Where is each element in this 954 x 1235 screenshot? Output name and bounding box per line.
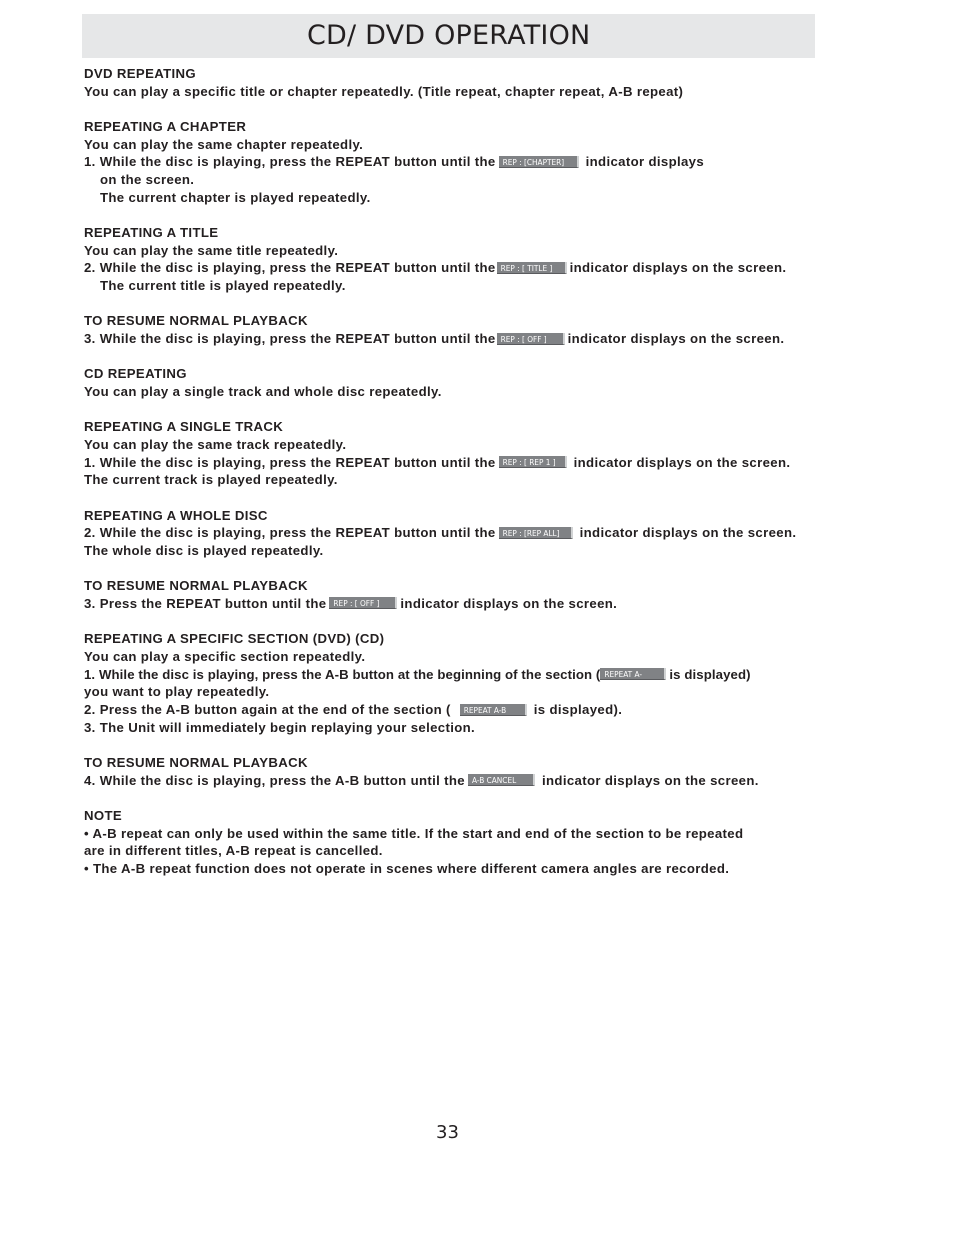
section-heading-resume-playback: TO RESUME NORMAL PLAYBACK <box>84 313 308 329</box>
section-heading-whole-disc: REPEATING A WHOLE DISC <box>84 507 268 523</box>
osd-indicator-off: REP : [ OFF ] <box>329 597 397 609</box>
step-text: 2. While the disc is playing, press the REPEAT button until the <box>84 525 496 541</box>
step-resume-playback <box>84 330 844 348</box>
spacer <box>84 560 844 578</box>
paragraph-repeat-chapter-intro: You can play the same chapter repeatedly. <box>84 136 364 152</box>
result-single-track: The current track is played repeatedly. <box>84 472 338 488</box>
paragraph-cd-repeating: You can play a single track and whole disc repeatedly. <box>84 384 442 399</box>
spacer <box>84 789 844 807</box>
step-text: 3. Press the REPEAT button until the <box>84 595 327 611</box>
step-text: 2. While the disc is playing, press the REPEAT button until the <box>84 260 496 276</box>
step-repeat-chapter-continued: on the screen. <box>100 172 195 188</box>
step-text: 3. While the disc is playing, press the REPEAT button until the <box>84 331 496 347</box>
step-text: 2. Press the A-B button again at the end of the section ( <box>84 702 451 717</box>
page-title: CD/ DVD OPERATION <box>307 20 591 51</box>
spacer <box>84 100 844 118</box>
osd-indicator-rep-all: REP : [REP ALL] <box>499 527 573 539</box>
step-text: indicator displays on the screen. <box>569 260 787 276</box>
result-repeat-chapter: The current chapter is played repeatedly. <box>100 189 371 205</box>
note-bullet: • The A-B repeat function does not operate in scenes where different camera angles are recorded. <box>84 861 730 876</box>
osd-indicator-chapter: REP : [CHAPTER] <box>499 156 579 168</box>
osd-indicator-repeat-a: REPEAT A- <box>600 668 666 680</box>
step-text: 1. While the disc is playing, press the REPEAT button until the <box>84 454 496 470</box>
step-resume-playback <box>84 595 844 613</box>
step-text: indicator displays on the screen. <box>400 595 618 611</box>
note-bullet-continued: are in different titles, A-B repeat is cancelled. <box>84 843 383 859</box>
section-heading-single-track: REPEATING A SINGLE TRACK <box>84 419 284 435</box>
step-text: indicator displays on the screen. <box>569 454 791 470</box>
section-heading-ab-repeat: REPEATING A SPECIFIC SECTION (DVD) (CD) <box>84 631 385 647</box>
step-text: indicator displays on the screen. <box>575 525 797 541</box>
osd-indicator-off: REP : [ OFF ] <box>497 333 565 345</box>
spacer <box>84 489 844 507</box>
section-heading-cd-repeating: CD REPEATING <box>84 366 187 382</box>
step-ab-start <box>84 666 844 684</box>
paragraph-single-track-intro: You can play the same track repeatedly. <box>84 436 347 452</box>
spacer <box>84 206 844 224</box>
spacer <box>84 613 844 631</box>
header-bar <box>82 14 815 58</box>
spacer <box>84 736 844 754</box>
osd-indicator-title: REP : [ TITLE ] <box>497 262 567 274</box>
section-heading-dvd-repeating: DVD REPEATING <box>84 66 197 81</box>
step-repeat-title <box>84 259 844 277</box>
step-ab-start-continued: you want to play repeatedly. <box>84 684 270 700</box>
spacer <box>84 348 844 366</box>
step-text: 4. While the disc is playing, press the A-B button until the <box>84 772 465 788</box>
step-ab-end <box>84 701 844 719</box>
step-whole-disc <box>84 524 844 542</box>
step-text: indicator displays on the screen. <box>538 772 759 788</box>
section-heading-repeat-chapter: REPEATING A CHAPTER <box>84 118 247 134</box>
step-text: indicator displays <box>581 154 705 170</box>
osd-indicator-ab-cancel: A-B CANCEL <box>468 774 535 786</box>
paragraph-dvd-repeating: You can play a specific title or chapter repeatedly. (Title repeat, chapter repeat, A-B repeat) <box>84 83 684 99</box>
step-text: 1. While the disc is playing, press the REPEAT button until the <box>84 154 496 170</box>
result-whole-disc: The whole disc is played repeatedly. <box>84 543 324 558</box>
note-bullet: • A-B repeat can only be used within the same title. If the start and end of the section to be repeated <box>84 825 744 841</box>
step-text: indicator displays on the screen. <box>567 331 785 347</box>
section-heading-note: NOTE <box>84 807 123 823</box>
step-ab-replay: 3. The Unit will immediately begin replaying your selection. <box>84 719 476 735</box>
spacer <box>84 295 844 313</box>
section-heading-resume-playback: TO RESUME NORMAL PLAYBACK <box>84 578 308 594</box>
paragraph-repeat-title-intro: You can play the same title repeatedly. <box>84 242 339 258</box>
step-ab-cancel <box>84 772 844 790</box>
manual-content <box>84 65 844 878</box>
osd-indicator-rep1: REP : [ REP 1 ] <box>499 456 567 468</box>
osd-indicator-repeat-ab: REPEAT A-B <box>460 704 527 716</box>
result-repeat-title: The current title is played repeatedly. <box>100 278 346 294</box>
step-text: is displayed) <box>669 666 751 682</box>
spacer <box>84 401 844 419</box>
step-repeat-chapter <box>84 153 844 171</box>
page-number: 33 <box>436 1122 459 1143</box>
section-heading-repeat-title: REPEATING A TITLE <box>84 225 219 240</box>
paragraph-ab-repeat-intro: You can play a specific section repeatedly. <box>84 648 366 664</box>
step-text: 1. While the disc is playing, press the A-B button at the beginning of the section ( <box>84 666 601 682</box>
step-text: is displayed). <box>529 702 623 717</box>
step-single-track <box>84 454 844 472</box>
section-heading-resume-playback: TO RESUME NORMAL PLAYBACK <box>84 754 308 770</box>
